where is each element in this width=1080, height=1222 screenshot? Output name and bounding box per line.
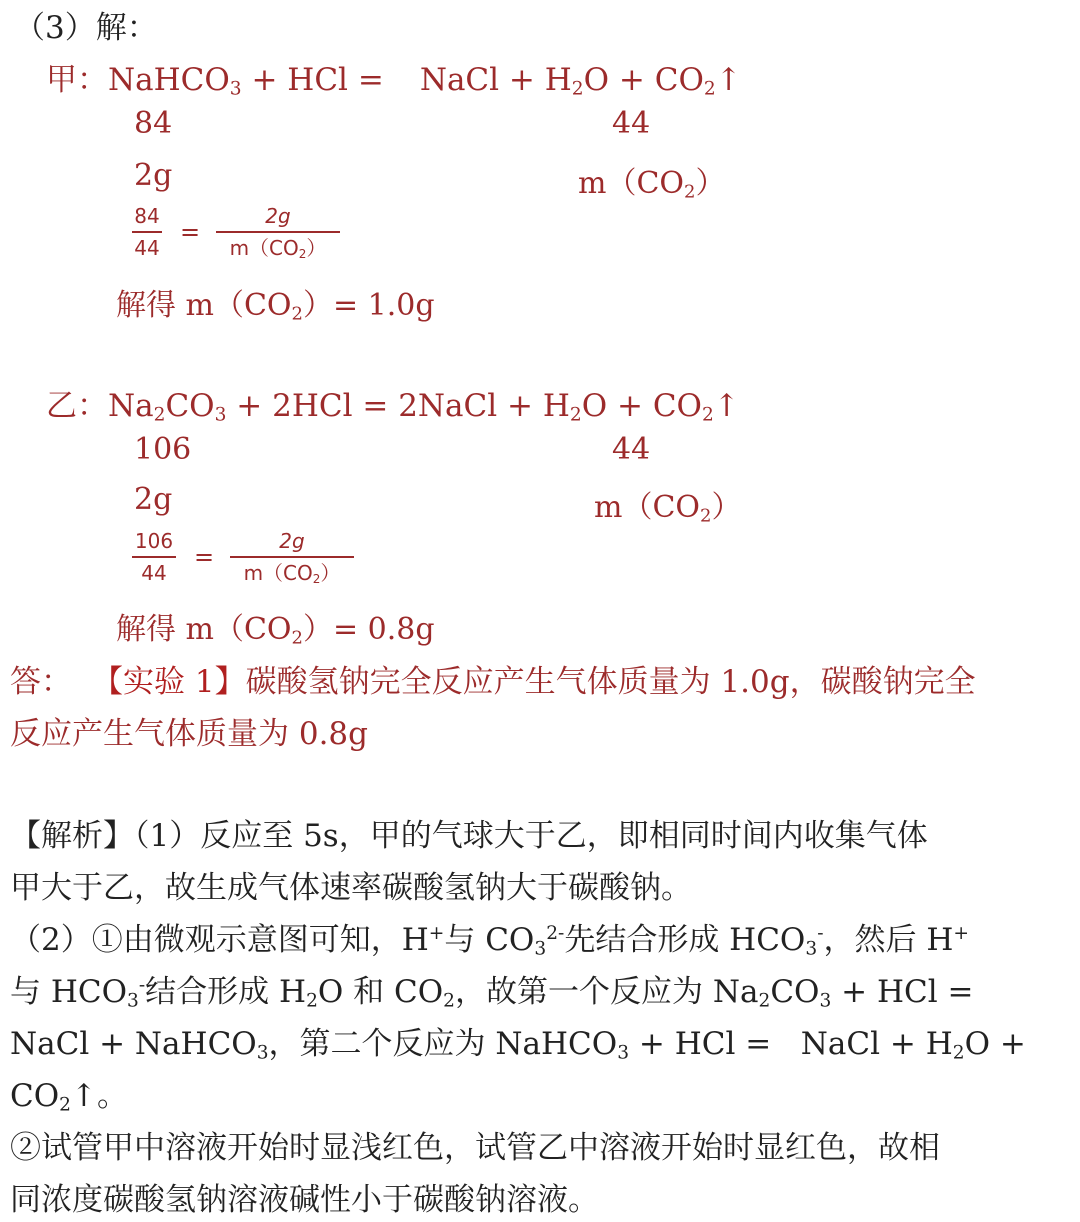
p3-d: ，然后 H: [823, 922, 954, 958]
yi-mw-left: 106: [134, 432, 192, 467]
p6-b: ↑。: [70, 1078, 128, 1114]
yi-frac-left-den: 44: [141, 561, 167, 585]
yi-mass-left: 2g: [134, 482, 173, 517]
p4-c: O 和 CO: [317, 974, 444, 1010]
sub-2: 2: [59, 1094, 71, 1116]
section-heading: （3）解：: [14, 10, 158, 46]
jia-equation: [46, 54, 742, 99]
p4-a: 与 HCO: [10, 974, 128, 1010]
jia-frac-right-num: 2g: [265, 204, 291, 228]
p5-d: O +: [964, 1026, 1026, 1062]
analysis-p1: 【解析】（1）反应至 5s，甲的气球大于乙，即相同时间内收集气体: [10, 818, 928, 854]
jia-mass-right-close: ）: [695, 166, 726, 201]
yi-mass-right-close: ）: [711, 490, 742, 525]
yi-frac-right-num: 2g: [279, 529, 305, 553]
sub-2: 2: [306, 990, 318, 1012]
sub-2: 2: [153, 404, 166, 426]
jia-result-a: 解得 m（CO: [116, 288, 292, 323]
jia-arrow: ↑: [715, 62, 742, 98]
yi-label: 乙：: [46, 388, 108, 424]
answer-line-1: [10, 656, 976, 701]
jia-eq-right-a: NaCl + H: [419, 62, 572, 98]
sub-2: 2: [571, 78, 584, 100]
p6-a: CO: [10, 1078, 60, 1114]
yi-eq-mid: + 2HCl = 2NaCl + H: [226, 388, 570, 424]
answer-text-1: 碳酸氢钠完全反应产生气体质量为 1.0g，碳酸钠完全: [245, 664, 976, 700]
yi-frac-den-a: m（CO: [243, 561, 313, 585]
sup-2minus: 2-: [546, 922, 565, 944]
sup-plus: +: [428, 922, 445, 944]
yi-fraction-right: [230, 528, 354, 586]
analysis-p2: 甲大于乙，故生成气体速率碳酸氢钠大于碳酸钠。: [10, 870, 692, 906]
jia-eq-left: NaHCO: [108, 62, 230, 98]
sub-2: 2: [703, 78, 716, 100]
yi-eq-right: O + CO: [581, 388, 702, 424]
sub-2: 2: [758, 990, 771, 1012]
yi-result: [116, 604, 435, 648]
analysis-p8: 同浓度碳酸氢钠溶液碱性小于碳酸钠溶液。: [10, 1182, 599, 1218]
analysis-p5: [10, 1018, 1026, 1063]
p3-c: 先结合形成 HCO: [564, 922, 806, 958]
answer-bracket: 【实验 1】: [92, 664, 246, 700]
sup-plus: +: [953, 922, 969, 944]
fraction-bar: [230, 556, 354, 558]
sub-3: 3: [256, 1042, 269, 1064]
jia-mass-right: [578, 158, 725, 202]
yi-equation: [46, 380, 740, 425]
yi-arrow: ↑: [713, 388, 740, 424]
sub-3: 3: [617, 1042, 630, 1064]
sub-2: 2: [312, 572, 321, 586]
jia-mw-right: 44: [612, 106, 651, 141]
analysis-p7: ②试管甲中溶液开始时显浅红色，试管乙中溶液开始时显红色，故相: [10, 1130, 940, 1166]
jia-mass-right-a: m（CO: [578, 166, 684, 201]
jia-eq-hcl: + HCl =: [241, 62, 384, 98]
jia-frac-left-num: 84: [134, 204, 160, 228]
fraction-bar: [132, 231, 162, 233]
sup-minus: -: [138, 974, 146, 996]
yi-fraction-left: [132, 528, 176, 586]
jia-result-b: ）= 1.0g: [303, 288, 435, 323]
p4-b: 结合形成 H: [145, 974, 307, 1010]
fraction-bar: [132, 556, 176, 558]
sub-3: 3: [229, 78, 242, 100]
jia-eq-right-b: O + CO: [583, 62, 704, 98]
yi-frac-equals: =: [194, 543, 215, 571]
sub-3: 3: [819, 990, 832, 1012]
sub-2: 2: [443, 990, 456, 1012]
jia-frac-left-den: 44: [134, 236, 160, 260]
sub-2: 2: [701, 404, 714, 426]
jia-mass-left: 2g: [134, 158, 173, 193]
sub-2: 2: [700, 505, 712, 527]
jia-result: [116, 280, 435, 324]
yi-result-a: 解得 m（CO: [116, 612, 292, 647]
yi-mass-right: [594, 482, 741, 526]
p5-a: NaCl + NaHCO: [10, 1026, 257, 1062]
yi-mass-right-a: m（CO: [594, 490, 700, 525]
jia-frac-equals: =: [180, 218, 201, 246]
jia-frac-den-b: ）: [306, 236, 327, 260]
jia-fraction-right: [216, 203, 340, 261]
p4-d: ，故第一个反应为 Na: [455, 974, 759, 1010]
sub-3: 3: [127, 990, 139, 1012]
p4-e: CO: [770, 974, 820, 1010]
jia-frac-den-a: m（CO: [229, 236, 299, 260]
yi-frac-left-num: 106: [134, 529, 174, 553]
sub-2: 2: [569, 404, 582, 426]
sub-3: 3: [214, 404, 227, 426]
p4-f: + HCl =: [831, 974, 974, 1010]
analysis-p6: [10, 1070, 128, 1115]
yi-mw-right: 44: [612, 432, 651, 467]
p3-b: 与 CO: [444, 922, 535, 958]
sub-2: 2: [298, 247, 307, 261]
analysis-p3: [10, 914, 969, 959]
jia-label: 甲：: [46, 62, 108, 98]
jia-frac-right-den: [216, 235, 340, 261]
jia-fraction-left: [132, 203, 162, 261]
sub-2: 2: [684, 181, 696, 203]
yi-frac-right-den: [230, 560, 354, 586]
p3-a: （2）①由微观示意图可知，H: [10, 922, 429, 958]
sub-2: 2: [291, 303, 303, 325]
p5-b: ，第二个反应为 NaHCO: [268, 1026, 618, 1062]
yi-eq-left-b: CO: [165, 388, 215, 424]
sub-3: 3: [805, 938, 818, 960]
answer-line-2: 反应产生气体质量为 0.8g: [10, 716, 368, 752]
analysis-p4: [10, 966, 974, 1011]
yi-result-b: ）= 0.8g: [303, 612, 435, 647]
jia-mw-left: 84: [134, 106, 173, 141]
fraction-bar: [216, 231, 340, 233]
sub-2: 2: [952, 1042, 965, 1064]
sub-2: 2: [291, 627, 303, 649]
yi-frac-den-b: ）: [320, 561, 341, 585]
yi-eq-left: Na: [108, 388, 154, 424]
sup-minus: -: [817, 922, 824, 944]
answer-label: 答：: [10, 664, 72, 700]
sub-3: 3: [534, 938, 547, 960]
p5-c: + HCl = NaCl + H: [629, 1026, 953, 1062]
